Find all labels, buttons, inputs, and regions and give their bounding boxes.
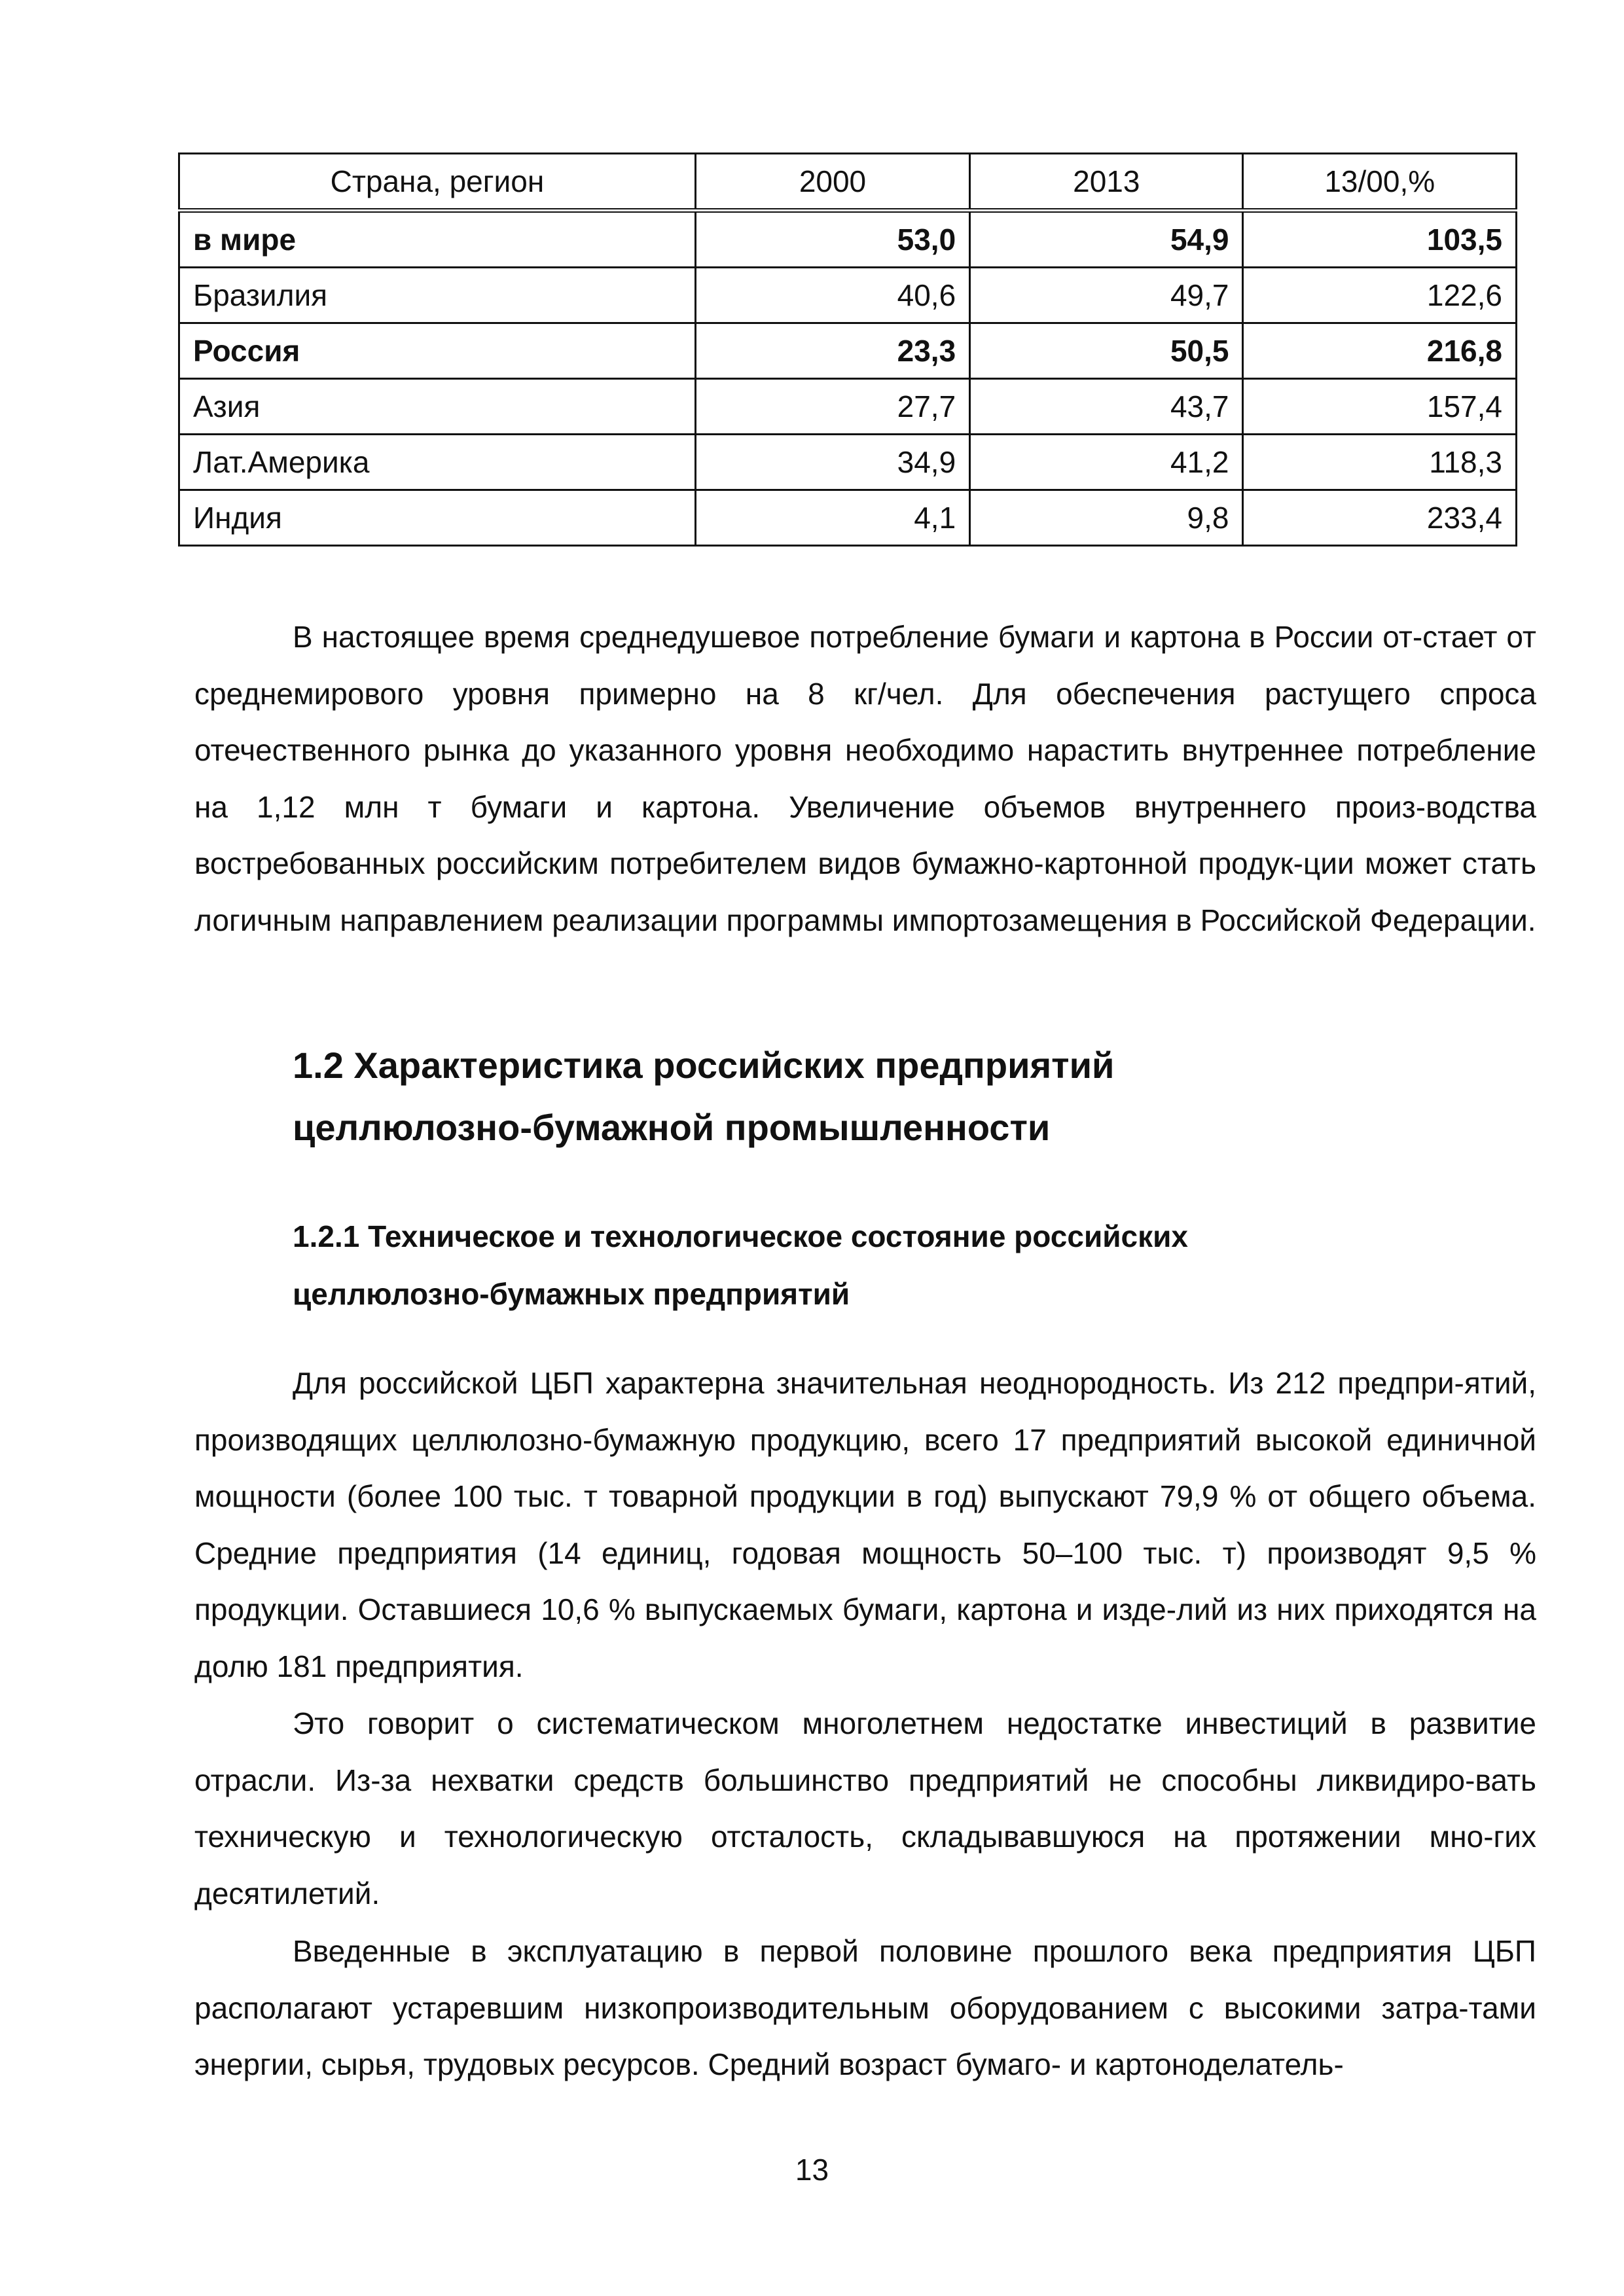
row-name: Россия bbox=[179, 323, 696, 379]
subsection-heading-line1: 1.2.1 Техническое и технологическое состояние российских bbox=[293, 1219, 1188, 1253]
page-number: 13 bbox=[795, 2153, 829, 2187]
row-value-2000: 53,0 bbox=[695, 211, 969, 268]
row-name: Индия bbox=[179, 490, 696, 546]
row-name: в мире bbox=[179, 211, 696, 268]
column-header-region: Страна, регион bbox=[179, 154, 696, 211]
row-ratio: 233,4 bbox=[1243, 490, 1517, 546]
table-row bbox=[179, 490, 1517, 546]
section-heading-line2: целлюлозно-бумажной промышленности bbox=[293, 1107, 1051, 1148]
table-row bbox=[179, 268, 1517, 323]
column-header-2000: 2000 bbox=[695, 154, 969, 211]
row-name: Азия bbox=[179, 379, 696, 435]
row-value-2000: 4,1 bbox=[695, 490, 969, 546]
row-ratio: 157,4 bbox=[1243, 379, 1517, 435]
consumption-table bbox=[178, 152, 1517, 547]
row-value-2000: 34,9 bbox=[695, 435, 969, 490]
table-row bbox=[179, 379, 1517, 435]
row-name: Бразилия bbox=[179, 268, 696, 323]
paragraph-industry-heterogeneity: Для российской ЦБП характерна значительная неоднородность. Из 212 предпри-ятий, производящих целлюлозно-бумажную продукцию, всего 17 предприятий высокой единичной мощности (более 100 тыс. т товарной продукции в год) выпускают 79,9 % от общего объема. Средние предприятия (14 единиц, годовая мощность 50–100 тыс. т) производят 9,5 % продукции. Оставшиеся 10,6 % выпускаемых бумаги, картона и изде-лий из них приходятся на долю 181 предприятия. bbox=[194, 1366, 1536, 1683]
paragraph-consumption-gap: В настоящее время среднедушевое потребление бумаги и картона в России от-стает от среднемирового уровня примерно на 8 кг/чел. Для обеспечения растущего спроса отечественного рынка до указанного уровня необходимо нарастить внутреннее потребление на 1,12 млн т бумаги и картона. Увеличение объемов внутреннего произ-водства востребованных российским потребителем видов бумажно-картонной продук-ции может стать логичным направлением реализации программы импортозамещения в Российской Федерации. bbox=[194, 620, 1536, 937]
row-ratio: 122,6 bbox=[1243, 268, 1517, 323]
row-ratio: 103,5 bbox=[1243, 211, 1517, 268]
row-value-2013: 9,8 bbox=[970, 490, 1243, 546]
section-heading-line1: 1.2 Характеристика российских предприятий bbox=[293, 1045, 1115, 1086]
row-value-2000: 27,7 bbox=[695, 379, 969, 435]
table-row bbox=[179, 435, 1517, 490]
row-ratio: 216,8 bbox=[1243, 323, 1517, 379]
column-header-ratio: 13/00,% bbox=[1243, 154, 1517, 211]
row-value-2013: 43,7 bbox=[970, 379, 1243, 435]
row-value-2000: 23,3 bbox=[695, 323, 969, 379]
row-value-2013: 41,2 bbox=[970, 435, 1243, 490]
table-row bbox=[179, 211, 1517, 268]
row-name: Лат.Америка bbox=[179, 435, 696, 490]
subsection-heading bbox=[293, 1208, 1471, 1323]
section-heading bbox=[293, 1034, 1471, 1158]
row-value-2000: 40,6 bbox=[695, 268, 969, 323]
paragraph-investment-shortage: Это говорит о систематическом многолетнем недостатке инвестиций в развитие отрасли. Из-за нехватки средств большинство предприятий не способны ликвидиро-вать техническую и технологическую отсталость, складывавшуюся на протяжении мно-гих десятилетий. bbox=[194, 1706, 1536, 1910]
row-value-2013: 49,7 bbox=[970, 268, 1243, 323]
row-ratio: 118,3 bbox=[1243, 435, 1517, 490]
table-header-row bbox=[179, 154, 1517, 211]
row-value-2013: 54,9 bbox=[970, 211, 1243, 268]
table-row bbox=[179, 323, 1517, 379]
column-header-2013: 2013 bbox=[970, 154, 1243, 211]
subsection-heading-line2: целлюлозно-бумажных предприятий bbox=[293, 1277, 850, 1311]
row-value-2013: 50,5 bbox=[970, 323, 1243, 379]
paragraph-outdated-equipment: Введенные в эксплуатацию в первой половине прошлого века предприятия ЦБП располагают устаревшим низкопроизводительным оборудованием с высокими затра-тами энергии, сырья, трудовых ресурсов. Средний возраст бумаго- и картоноделатель- bbox=[194, 1934, 1536, 2081]
